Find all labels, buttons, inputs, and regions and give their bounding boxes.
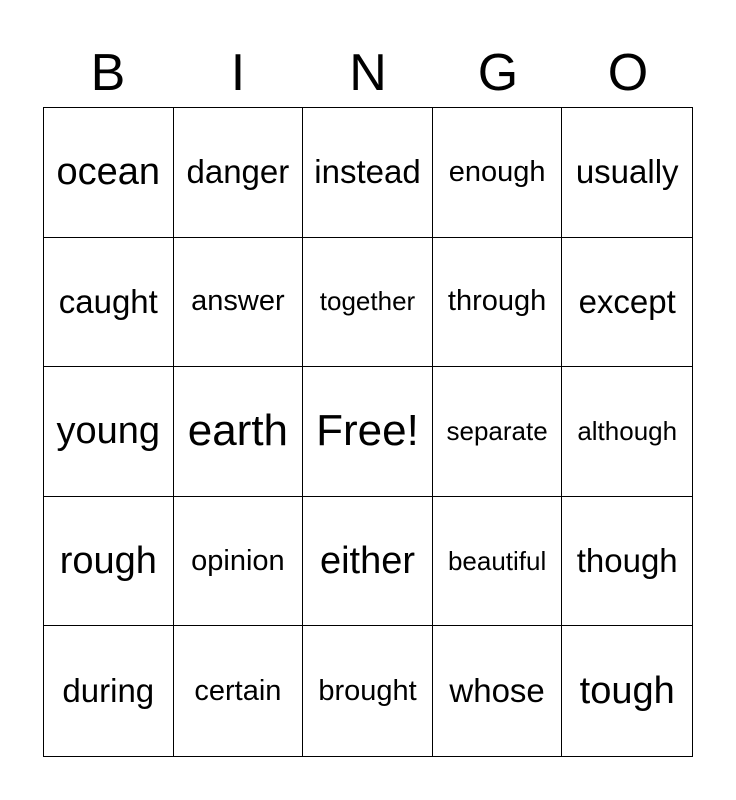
bingo-cell[interactable]: instead	[303, 108, 433, 238]
bingo-cell[interactable]: either	[303, 497, 433, 627]
bingo-cell[interactable]: though	[562, 497, 692, 627]
bingo-cell[interactable]: except	[562, 238, 692, 368]
bingo-cell[interactable]: beautiful	[433, 497, 563, 627]
bingo-header	[43, 40, 693, 106]
bingo-cell[interactable]: caught	[44, 238, 174, 368]
bingo-cell[interactable]: answer	[174, 238, 304, 368]
bingo-cell[interactable]: ocean	[44, 108, 174, 238]
bingo-cell[interactable]: young	[44, 367, 174, 497]
bingo-cell[interactable]: during	[44, 626, 174, 756]
bingo-cell[interactable]: earth	[174, 367, 304, 497]
bingo-cell[interactable]: danger	[174, 108, 304, 238]
bingo-cell[interactable]: through	[433, 238, 563, 368]
header-letter-g: G	[477, 44, 519, 102]
bingo-cell[interactable]: tough	[579, 669, 675, 712]
bingo-cell[interactable]: whose	[433, 626, 563, 756]
header-letter-i: I	[230, 44, 246, 102]
bingo-cell[interactable]: certain	[174, 626, 304, 756]
bingo-cell[interactable]: separate	[433, 367, 563, 497]
header-letter-b: B	[90, 44, 126, 102]
bingo-board	[43, 107, 693, 757]
bingo-cell[interactable]: together	[303, 238, 433, 368]
bingo-cell-free-space[interactable]: Free!	[303, 367, 433, 497]
bingo-cell[interactable]: brought	[303, 626, 433, 756]
header-letter-n: N	[349, 44, 387, 102]
header-letter-o: O	[607, 44, 649, 102]
bingo-cell[interactable]: although	[562, 367, 692, 497]
bingo-cell[interactable]: usually	[562, 108, 692, 238]
bingo-cell[interactable]: rough	[44, 497, 174, 627]
bingo-cell[interactable]: opinion	[174, 497, 304, 627]
bingo-cell[interactable]: enough	[433, 108, 563, 238]
